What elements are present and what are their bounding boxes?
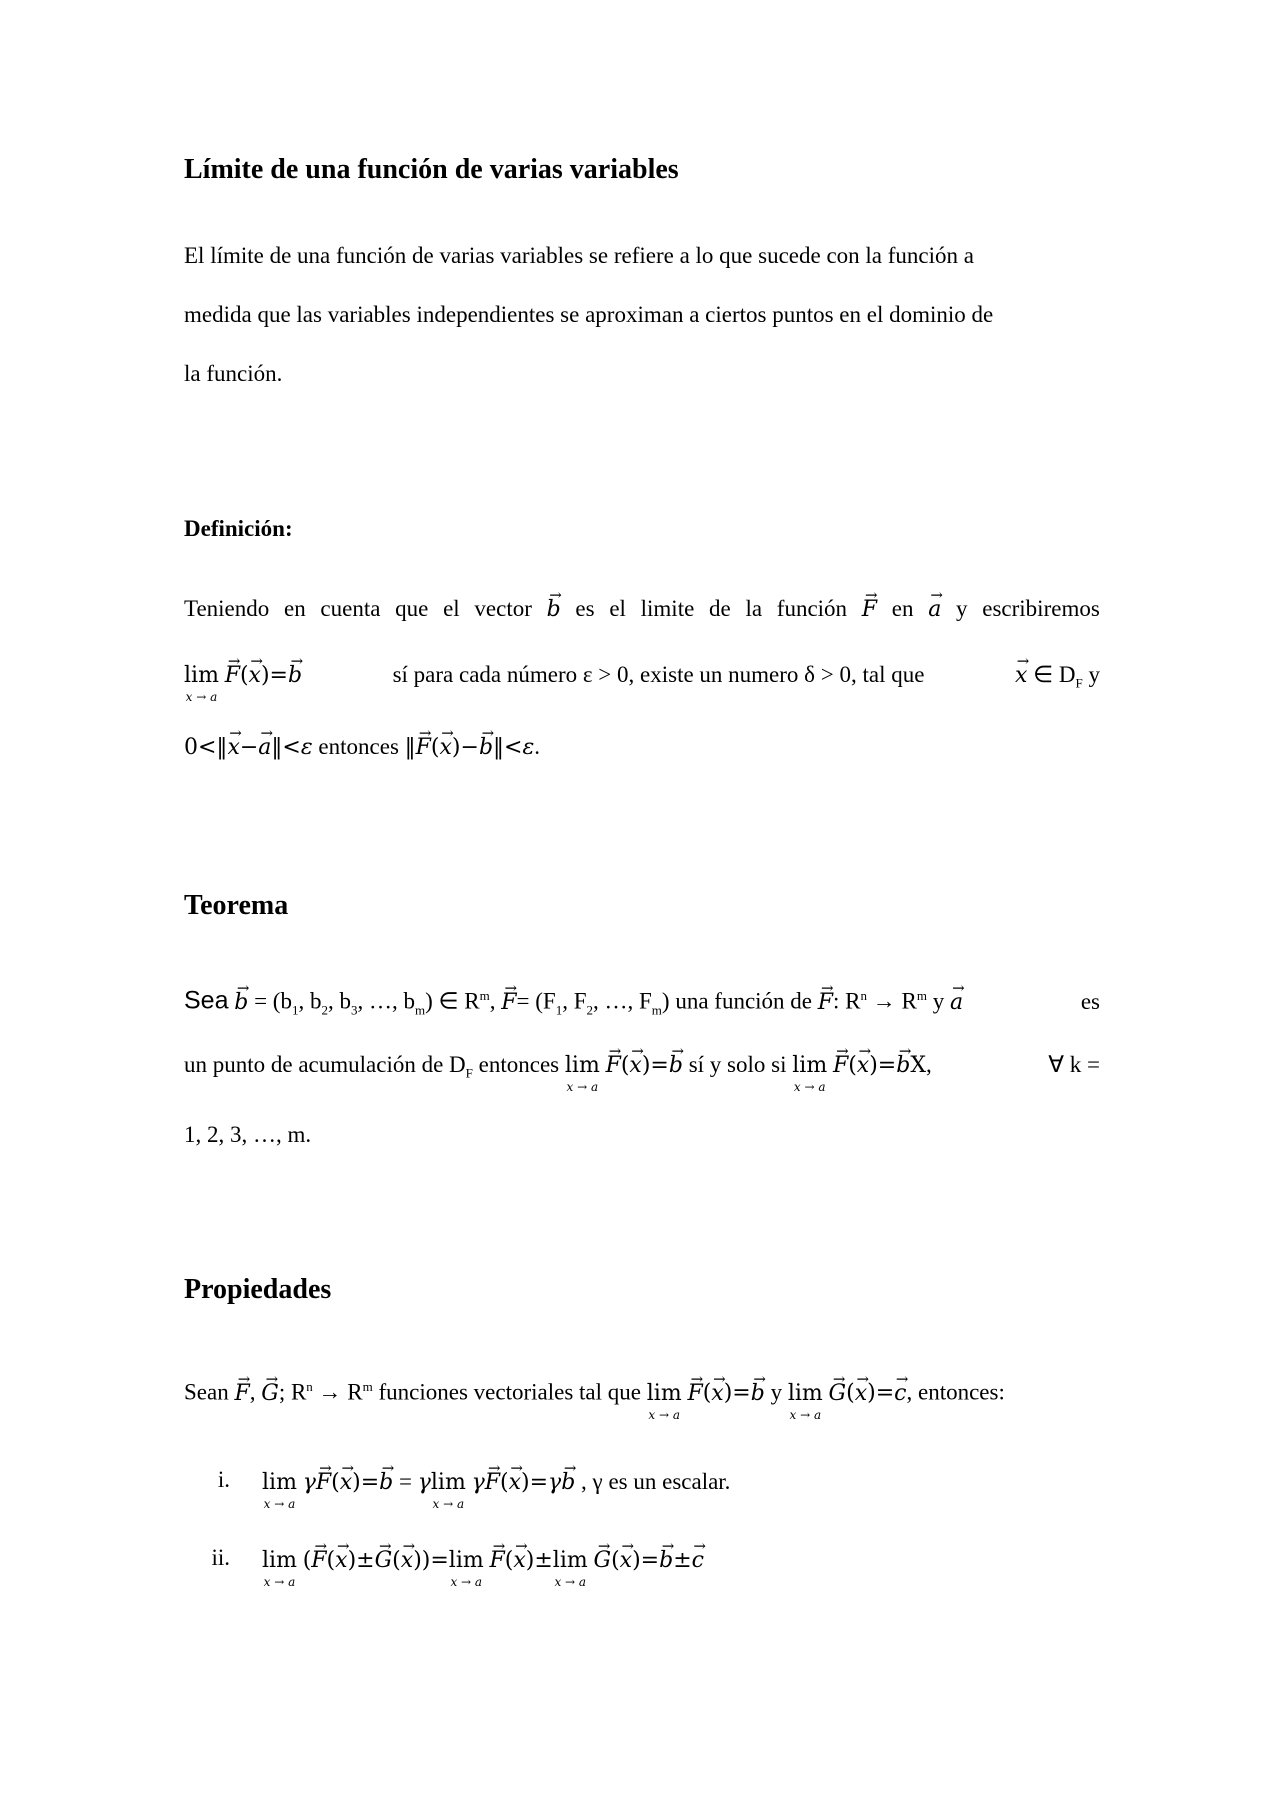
theorem-line-3 [184,1120,1100,1150]
intro-line-3 [184,359,1100,389]
limit-expression: lim x → a → F(→ x)=→ b [184,660,302,691]
domain-condition: → x ∈ $D_F$ y [1015,660,1100,699]
vector-F: → F [862,595,877,625]
theorem-statement-3: 1, 2, 3, …, m. [184,1122,312,1147]
def-word: de [709,596,731,621]
intro-text-3: la función. [184,361,283,386]
properties-heading: Propiedades [184,1274,332,1305]
definition-heading: Definición: [184,516,293,541]
def-word: cuenta [320,596,381,621]
def-word: en [283,596,306,621]
def-word: y [956,596,968,621]
page-title: Límite de una función de varias variables [184,154,679,185]
intro-text-2: medida que las variables independientes se aproximan a ciertos puntos en el dominio de [184,302,994,327]
definition-line-2 [184,660,1100,704]
vector-b: → b [547,595,561,625]
vector-a: → a [928,595,941,625]
theorem-line-1 [184,981,1100,1025]
definition-line-3: 0<‖→ x−→ a‖<ε entonces ‖→ F(→ x)−→ b‖<ε. [184,732,1100,763]
def-word: limite [640,596,695,621]
def-word: es [575,596,595,621]
theorem-heading: Teorema [184,890,289,921]
def-word: Teniendo [184,596,270,621]
property-i-label: i. [217,1467,230,1492]
theorem-es: es [1080,988,1100,1014]
def-word: que [395,596,429,621]
def-word: escribiremos [982,596,1100,621]
property-i: lim x → a γ→ F(→ x)=→ b = γ lim x → a γ→ F(→ x)=γ→ b , γ es un escalar. [262,1467,1100,1498]
def-word: vector [474,596,532,621]
intro-line-2 [184,300,1100,330]
intro-line-1 [184,241,1100,271]
def-word: el [609,596,626,621]
lim-operator: lim x → a [184,663,219,704]
theorem-line-2 [184,1050,1100,1094]
def-word: función [776,596,848,621]
def-word: la [745,596,763,621]
definition-line-1 [184,594,1100,625]
theorem-statement-1: Sea → $b = (b_1$, $b_2$, $b_3$, …, $b_m$) ∈ $R^m$, → $F= (F_1$, $F_2$, …, $F_m$) una función de → F: $R^n \to R^m$ y → a [184,981,963,1025]
theorem-statement-2: un punto de acumulación de $D_F$ entonces lim x → a → F(→ x)=→ b sí y solo si lim x → a → F(→ x)=→ bX, [184,1050,932,1089]
properties-intro: Sean → F, → G; $R^n \to R^m$ funciones vectoriales tal que lim x → a → F(→ x)=→ b y lim x → a → G(→ x)=→ c, entonces: [184,1372,1100,1409]
def-word: el [443,596,460,621]
definition-condition: sí para cada número ε > 0, existe un numero δ > 0, tal que [392,662,925,687]
forall-k: ∀ k = [1048,1052,1100,1077]
property-ii-label: ii. [211,1545,230,1570]
property-ii: lim x → a (→ F(→ x)±→ G(→ x))= lim x → a → F(→ x)± lim x → a → G(→ x)=→ b±→ c [262,1545,1100,1576]
def-word: en [891,596,914,621]
definition-entonces: entonces [318,734,399,759]
intro-text-1: El límite de una función de varias variables se refiere a lo que sucede con la función a [184,243,974,268]
